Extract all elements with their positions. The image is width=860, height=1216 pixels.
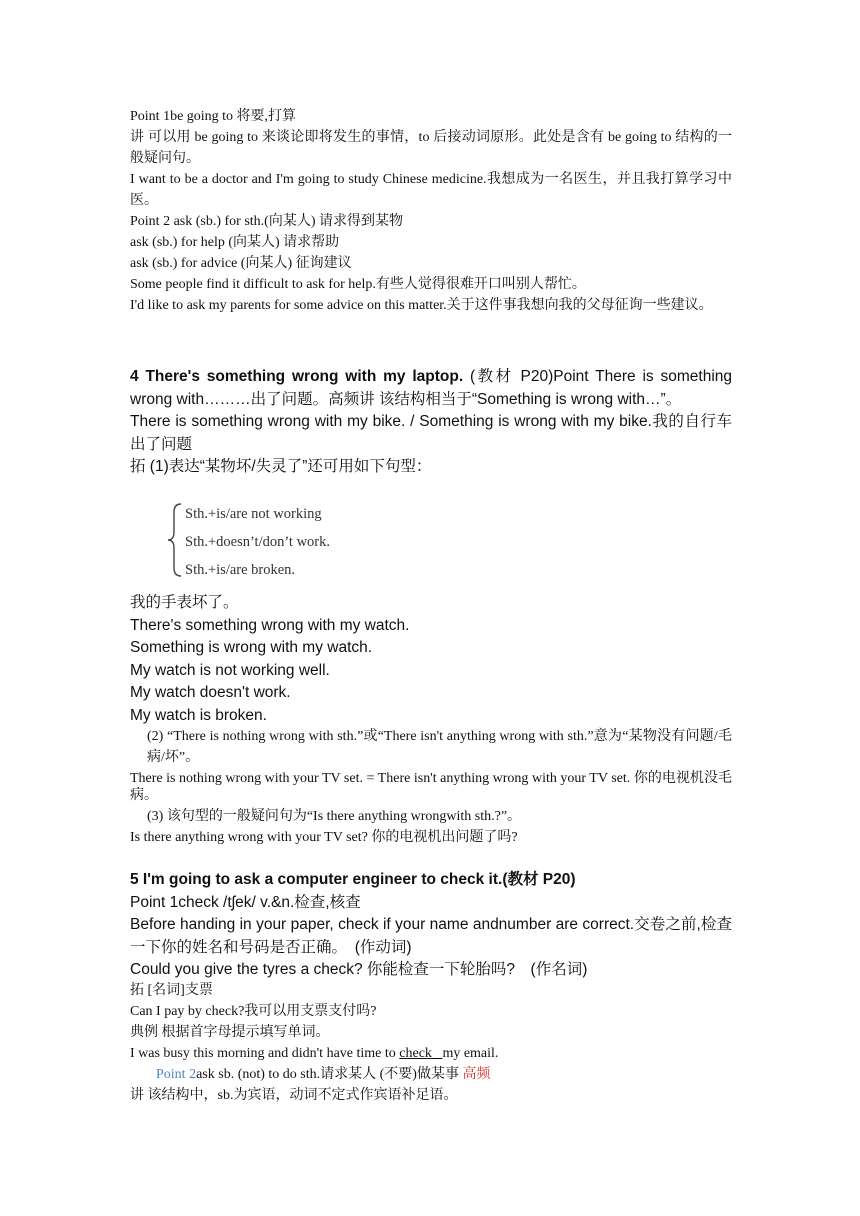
section4-ext: 拓 (1)表达“某物坏/失灵了”还可用如下句型：: [130, 458, 432, 475]
section5-ext: 拓 [名词]支票: [130, 983, 213, 998]
curly-brace-icon: [165, 500, 187, 580]
practice-pre: I was busy this morning and didn't have time to: [130, 1046, 400, 1061]
section5-practice: 典例 根据首字母提示填写单词。: [130, 1025, 330, 1040]
brace-figure: [165, 500, 365, 580]
section4-example: There is something wrong with my bike. / Something is wrong with my bike.我的自行车出了问题: [130, 413, 732, 453]
practice-answer-text: check: [399, 1046, 432, 1061]
point2-example: I'd like to ask my parents for some advice on this matter.关于这件事我想向我的父母征询一些建议。: [130, 298, 713, 313]
brace-lines: [185, 500, 330, 584]
section4-heading-rest: (教材 P20)Point There is something wrong with………出了问题。高频讲 该结构相当于“Something is wrong with…”。: [130, 368, 732, 408]
note2: (2) “There is nothing wrong with sth.”或“There isn't anything wrong with sth.”意为“某物没有问题/毛病/坏”。: [147, 729, 732, 765]
section5-practice-line: [130, 1043, 732, 1064]
watch-line: My watch is not working well.: [130, 661, 330, 679]
watch-line: My watch is broken.: [130, 706, 267, 724]
point2-text: ask sb. (not) to do sth.请求某人 (不要)做某事: [196, 1067, 459, 1082]
watch-line: Something is wrong with my watch.: [130, 639, 373, 656]
section4-block: [130, 366, 732, 479]
note3: (3) 该句型的一般疑问句为“Is there anything wrongwith sth.?”。: [147, 809, 522, 824]
section4-heading: 4 There's something wrong with my laptop.: [130, 368, 464, 385]
point2-line: ask (sb.) for advice (向某人) 征询建议: [130, 256, 352, 271]
watch-cn: 我的手表坏了。: [130, 594, 239, 611]
brace-item: Sth.+doesn’t/don’t work.: [185, 534, 330, 550]
point1-block: [130, 106, 732, 316]
section5-block: [130, 869, 732, 982]
point2-line: ask (sb.) for help (向某人) 请求帮助: [130, 235, 340, 250]
section4-heading-line: [130, 366, 732, 411]
point2-tag: 高频: [462, 1067, 491, 1082]
section5-example1: Before handing in your paper, check if your name andnumber are correct.交卷之前,检查一下你的姓名和号码是否正确。 (作动词): [130, 916, 732, 956]
watch-line: My watch doesn't work.: [130, 684, 291, 701]
note3-example: Is there anything wrong with your TV set? 你的电视机出问题了吗?: [130, 830, 518, 845]
note2-example: There is nothing wrong with your TV set. = There isn't anything wrong with your TV set. 你的电视机没毛病。: [130, 771, 732, 803]
brace-item: Sth.+is/are broken.: [185, 562, 296, 578]
section5-heading: 5 I'm going to ask a computer engineer to check it.(教材 P20): [130, 871, 576, 888]
point2-example: Some people find it difficult to ask for help.有些人觉得很难开口叫别人帮忙。: [130, 277, 586, 292]
section5-example2: Could you give the tyres a check? 你能检查一下轮胎吗? (作名词): [130, 961, 588, 978]
point1-title: Point 1be going to 将要,打算: [130, 109, 297, 124]
section5-tail: [130, 980, 732, 1106]
point1-explain: 讲 可以用 be going to 来谈论即将发生的事情，to 后接动词原形。此处是含有 be going to 结构的一般疑问句。: [130, 130, 732, 166]
point2-label: Point 2: [156, 1067, 197, 1082]
point1-example: I want to be a doctor and I'm going to study Chinese medicine.我想成为一名医生，并且我打算学习中医。: [130, 172, 732, 208]
brace-item: Sth.+is/are not working: [185, 506, 322, 522]
section5-point2-line: [130, 1064, 732, 1085]
watch-line: There's something wrong with my watch.: [130, 616, 410, 634]
practice-post: my email.: [442, 1046, 499, 1061]
practice-answer: [399, 1046, 442, 1061]
section5-point1: Point 1check /tʃek/ v.&n.检查,核查: [130, 893, 361, 911]
watch-block: [130, 592, 732, 727]
section5-ext-example: Can I pay by check?我可以用支票支付吗?: [130, 1004, 377, 1019]
section5-point2-explain: 讲 该结构中，sb.为宾语，动词不定式作宾语补足语。: [130, 1088, 458, 1103]
point2-title: Point 2 ask (sb.) for sth.(向某人) 请求得到某物: [130, 214, 403, 229]
notes-block: [130, 726, 732, 848]
